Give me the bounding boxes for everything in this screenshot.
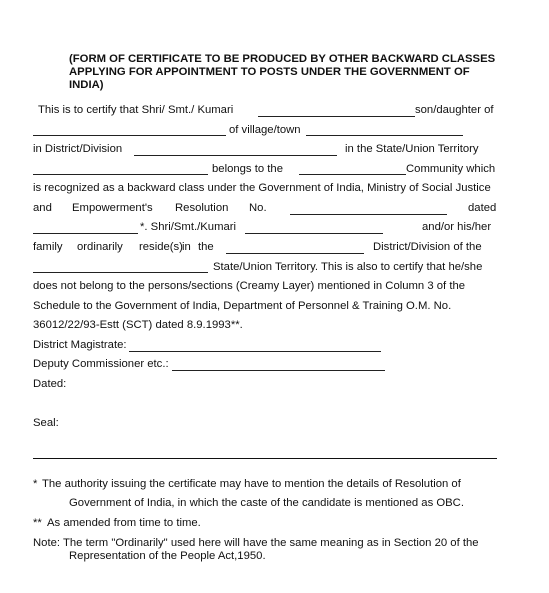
dated-text: dated (468, 202, 497, 214)
star-footnote-marker: * (33, 478, 38, 490)
certify-intro-text: This is to certify that Shri/ Smt./ Kumari (38, 104, 234, 116)
of-village-town-text: of village/town (229, 124, 301, 136)
resolution-text: Resolution (175, 202, 229, 214)
double-star-footnote-text: As amended from time to time. (47, 517, 201, 529)
recognized-line-text: is recognized as a backward class under the Government of India, Ministry of Social Justice (33, 182, 491, 194)
double-star-footnote-marker: ** (33, 517, 42, 529)
footnote-divider (33, 458, 497, 459)
in-text: in (182, 241, 191, 253)
and-or-his-her-text: and/or his/her (422, 221, 492, 233)
heading-line-1: (FORM OF CERTIFICATE TO BE PRODUCED BY OTHER BACKWARD CLASSES (69, 53, 496, 65)
seal-label: Seal: (33, 417, 59, 429)
belongs-to-the-text: belongs to the (212, 163, 283, 175)
person-name-blank (245, 233, 383, 234)
son-daughter-of-text: son/daughter of (415, 104, 494, 116)
district-magistrate-blank (129, 351, 381, 352)
star-footnote-line-1: The authority issuing the certificate may have to mention the details of Resolution of (42, 478, 461, 490)
district-magistrate-label: District Magistrate: (33, 339, 127, 351)
state-blank (33, 174, 208, 175)
resolution-date-blank (33, 233, 138, 234)
dated-label: Dated: (33, 378, 67, 390)
residence-district-blank (226, 253, 364, 254)
state-ut-also-certify-text: State/Union Territory. This is also to certify that he/she (213, 261, 483, 273)
heading-line-3: INDIA) (69, 79, 104, 91)
star-footnote-line-2: Government of India, in which the caste of the candidate is mentioned as OBC. (69, 497, 464, 509)
family-text: family (33, 241, 63, 253)
om-number-text: 36012/22/93-Estt (SCT) dated 8.9.1993**. (33, 319, 243, 331)
community-which-text: Community which (406, 163, 496, 175)
village-town-blank (306, 135, 463, 136)
schedule-text: Schedule to the Government of India, Department of Personnel & Training O.M. No. (33, 300, 452, 312)
resolution-number-blank (290, 214, 447, 215)
heading-line-2: APPLYING FOR APPOINTMENT TO POSTS UNDER THE GOVERNMENT OF (69, 66, 470, 78)
in-district-division-text: in District/Division (33, 143, 123, 155)
note-label: Note: (33, 537, 61, 549)
deputy-commissioner-label: Deputy Commissioner etc.: (33, 358, 169, 370)
district-blank (134, 155, 337, 156)
no-text: No. (249, 202, 267, 214)
the-text: the (198, 241, 214, 253)
empowerments-text: Empowerment's (72, 202, 153, 214)
note-line-1: The term "Ordinarily" used here will have the same meaning as in Section 20 of the (63, 537, 479, 549)
parent-name-blank (33, 135, 226, 136)
shri-smt-kumari-text: *. Shri/Smt./Kumari (140, 221, 237, 233)
state-union-territory-text: in the State/Union Territory (345, 143, 479, 155)
ordinarily-text: ordinarily (77, 241, 123, 253)
creamy-layer-text: does not belong to the persons/sections (Creamy Layer) mentioned in Column 3 of the (33, 280, 466, 292)
resides-text: reside(s) (139, 241, 183, 253)
note-line-2: Representation of the People Act,1950. (69, 550, 266, 562)
and-text: and (33, 202, 52, 214)
community-blank (299, 174, 406, 175)
residence-state-blank (33, 272, 208, 273)
deputy-commissioner-blank (172, 370, 385, 371)
name-blank (258, 116, 415, 117)
district-division-of-the-text: District/Division of the (373, 241, 482, 253)
